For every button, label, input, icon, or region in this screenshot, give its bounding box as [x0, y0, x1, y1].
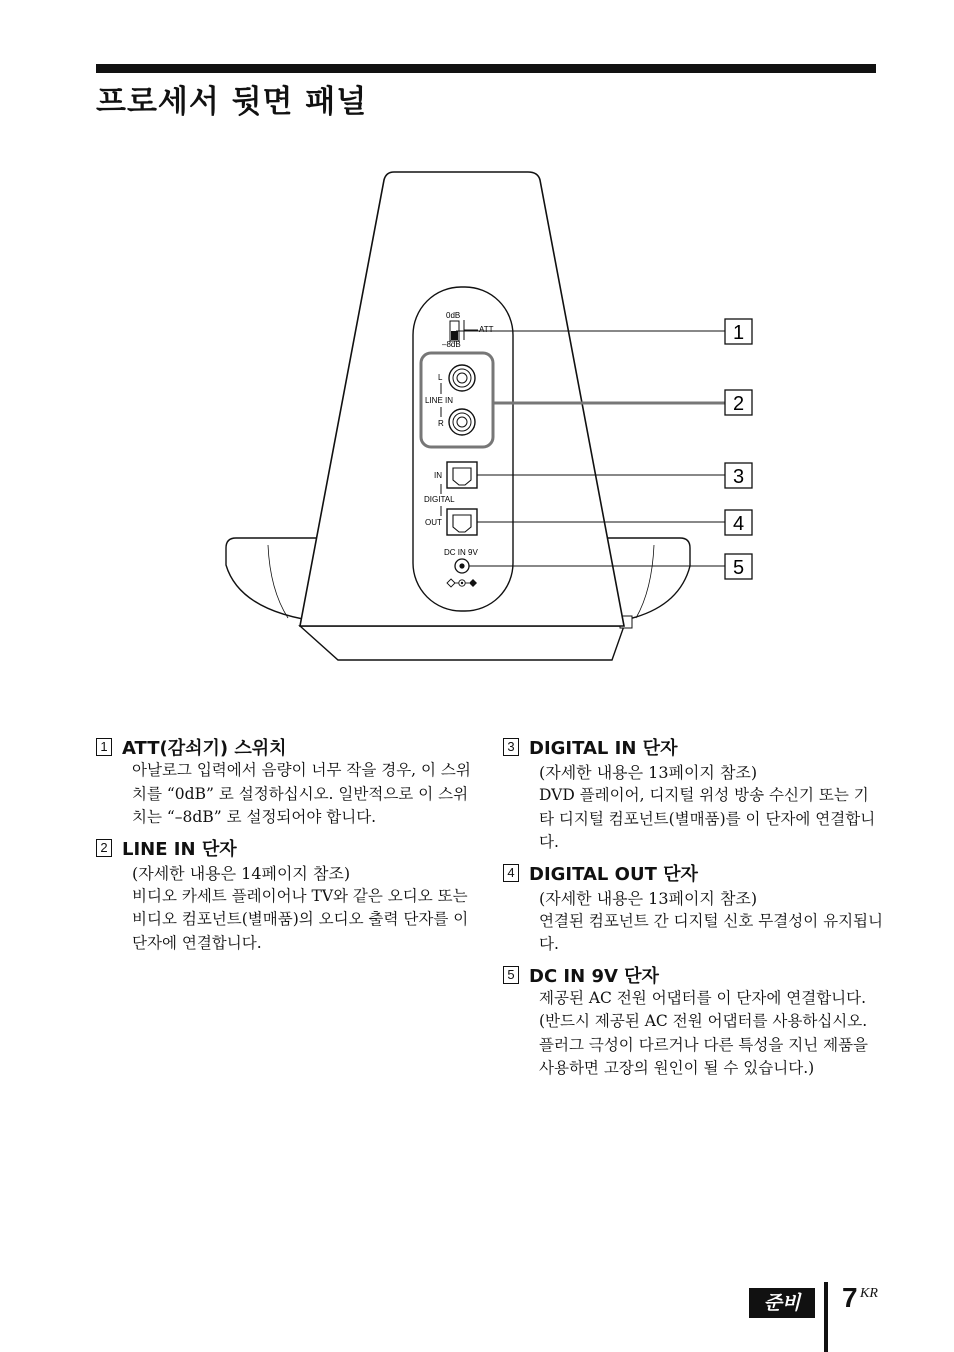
dc-in-jack	[455, 559, 469, 573]
item-title: DC IN 9V 단자	[529, 965, 659, 987]
section-tab: 준비	[749, 1288, 815, 1318]
item-number: 2	[96, 839, 112, 857]
item-number: 1	[96, 738, 112, 756]
dc-in-label: DC IN 9V	[444, 548, 478, 557]
line-in-label: LINE IN	[425, 396, 454, 405]
item-body: 비디오 카세트 플레이어나 TV와 같은 오디오 또는 비디오 컴포넌트(별매품)의 오디오 출력 단자를 이 단자에 연결합니다.	[132, 886, 469, 952]
footer-divider	[824, 1282, 828, 1352]
page-language-suffix: KR	[860, 1286, 878, 1301]
line-in-r-jack	[449, 409, 475, 435]
item-body: 연결된 컴포넌트 간 디지털 신호 무결성이 유지됩니다.	[539, 911, 883, 953]
att-8db-label: –8dB	[442, 340, 461, 349]
att-0db-label: 0dB	[446, 311, 461, 320]
digital-in-port	[447, 462, 477, 488]
item-title: DIGITAL IN 단자	[529, 738, 678, 759]
item-body: 제공된 AC 전원 어댑터를 이 단자에 연결합니다. (반드시 제공된 AC 전원 어댑터를 사용하십시오. 플러그 극성이 다르거나 다른 특성을 지닌 제품을 사용하면 고장의 원인이 될 수 있습니다.)	[539, 988, 869, 1077]
item-title: DIGITAL OUT 단자	[529, 863, 698, 885]
item-body: DVD 플레이어, 디지털 위성 방송 수신기 또는 기타 디지털 컴포넌트(별매품)를 이 단자에 연결합니다.	[539, 786, 876, 851]
svg-text:2: 2	[732, 393, 745, 415]
item-body: 아날로그 입력에서 음량이 너무 작을 경우, 이 스위치를 “0dB” 로 설정하십시오. 일반적으로 이 스위치는 “–8dB” 로 설정되어야 합니다.	[132, 761, 471, 826]
callout-3	[725, 463, 752, 488]
item-line-in	[96, 836, 476, 956]
callout-5	[725, 554, 752, 579]
svg-text:1: 1	[732, 322, 745, 344]
att-label: ATT	[479, 325, 494, 334]
digital-out-label: OUT	[425, 518, 442, 527]
svg-text:5: 5	[732, 557, 745, 579]
item-digital-in	[503, 735, 883, 855]
svg-text:3: 3	[732, 466, 745, 488]
callout-2	[725, 390, 752, 415]
page-title: 프로세서 뒷면 패널	[96, 84, 368, 120]
digital-in-label: IN	[434, 471, 442, 480]
left-column	[96, 735, 476, 961]
page-number: 7	[842, 1282, 858, 1313]
callout-4	[725, 510, 752, 535]
item-reference: (자세한 내용은 13페이지 참조)	[539, 888, 758, 908]
item-title: ATT(감쇠기) 스위치	[122, 738, 287, 759]
item-title: LINE IN 단자	[122, 838, 237, 860]
item-att-switch	[96, 735, 476, 830]
digital-out-port	[447, 509, 477, 535]
polarity-symbol	[447, 579, 477, 587]
item-reference: (자세한 내용은 14페이지 참조)	[132, 863, 351, 883]
digital-label: DIGITAL	[424, 495, 455, 504]
callout-1	[725, 319, 752, 344]
item-number: 3	[503, 738, 519, 756]
right-column	[503, 735, 883, 1087]
item-number: 5	[503, 966, 519, 984]
item-number: 4	[503, 864, 519, 882]
svg-text:4: 4	[732, 513, 745, 535]
line-l-label: L	[438, 373, 443, 382]
item-reference: (자세한 내용은 13페이지 참조)	[539, 763, 758, 782]
item-digital-out	[503, 861, 883, 957]
line-in-l-jack	[449, 365, 475, 391]
item-dc-in	[503, 963, 883, 1081]
line-r-label: R	[438, 419, 444, 428]
